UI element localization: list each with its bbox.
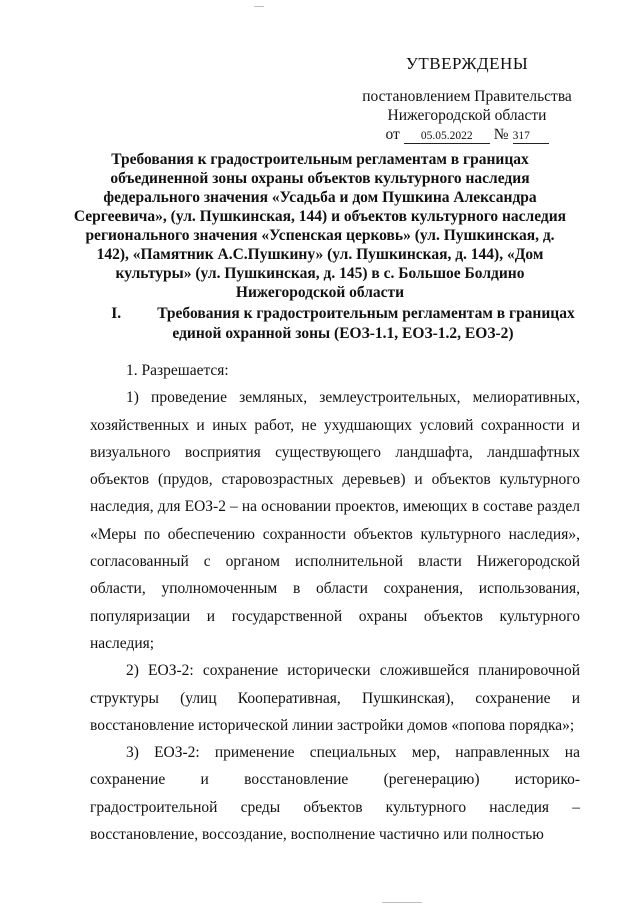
section-heading — [108, 304, 578, 344]
number-sign: № — [493, 126, 509, 143]
approval-line-1: постановлением Правительства — [362, 88, 572, 105]
body-text — [90, 357, 580, 848]
approval-title: УТВЕРЖДЕНЫ — [405, 54, 529, 73]
paragraph-item-1: 1) проведение земляных, землеустроительных, мелиоративных, хозяйственных и иных работ, не ухудшающих условий сохранности и визуального восприятия существующего ландшафта, ландшафтных объектов (прудов, старовозрастных деревьев) и объектов культурного наследия, для ЕОЗ-2 – на основании проектов, имеющих в составе раздел «Меры по обеспечению сохранности объектов культурного наследия», согласованный с органом исполнительной власти Нижегородской области, уполномоченным в области сохранения, использования, популяризации и государственной охраны объектов культурного наследия; — [90, 389, 580, 652]
approval-number: 317 — [513, 129, 549, 144]
scan-artifact-bottom — [382, 902, 422, 903]
approval-date-line — [362, 125, 572, 144]
paragraph-item-3: 3) ЕОЗ-2: применение специальных мер, направленных на сохранение и восстановление (регенерацию) историко-градостроительной среды объектов культурного наследия – восстановление, воссоздание, восполнение частично или полностью — [90, 744, 580, 844]
section-title: Требования к градостроительным регламентам в границах единой охранной зоны (ЕОЗ-1.1, ЕОЗ-1.2, ЕОЗ-2) — [157, 305, 575, 342]
scan-artifact-top — [254, 6, 264, 7]
document-title: Требования к градостроительным регламентам в границах объединенной зоны охраны объектов культурного наследия федерального значения «Усадьба и дом Пушкина Александра Сергеевича», (ул. Пушкинская, 144) и объектов культурного наследия регионального значения «Успенская церковь» (ул. Пушкинская, д. 142), «Памятник А.С.Пушкину» (ул. Пушкинская, д. 144), «Дом культуры» (ул. Пушкинская, д. 145) в с. Большое Болдино Нижегородской области — [73, 151, 567, 301]
date-prefix: от — [385, 126, 400, 143]
approval-line-2: Нижегородской области — [387, 107, 547, 124]
paragraph-item-2: 2) ЕОЗ-2: сохранение исторически сложившейся планировочной структуры (улиц Кооперативная, Пушкинская), сохранение и восстановление исторической линии застройки домов «попова порядка»; — [90, 662, 580, 734]
approval-block — [362, 54, 572, 144]
section-number: I. — [111, 305, 122, 322]
paragraph-permitted: 1. Разрешается: — [126, 362, 229, 379]
approval-date: 05.05.2022 — [404, 129, 490, 144]
